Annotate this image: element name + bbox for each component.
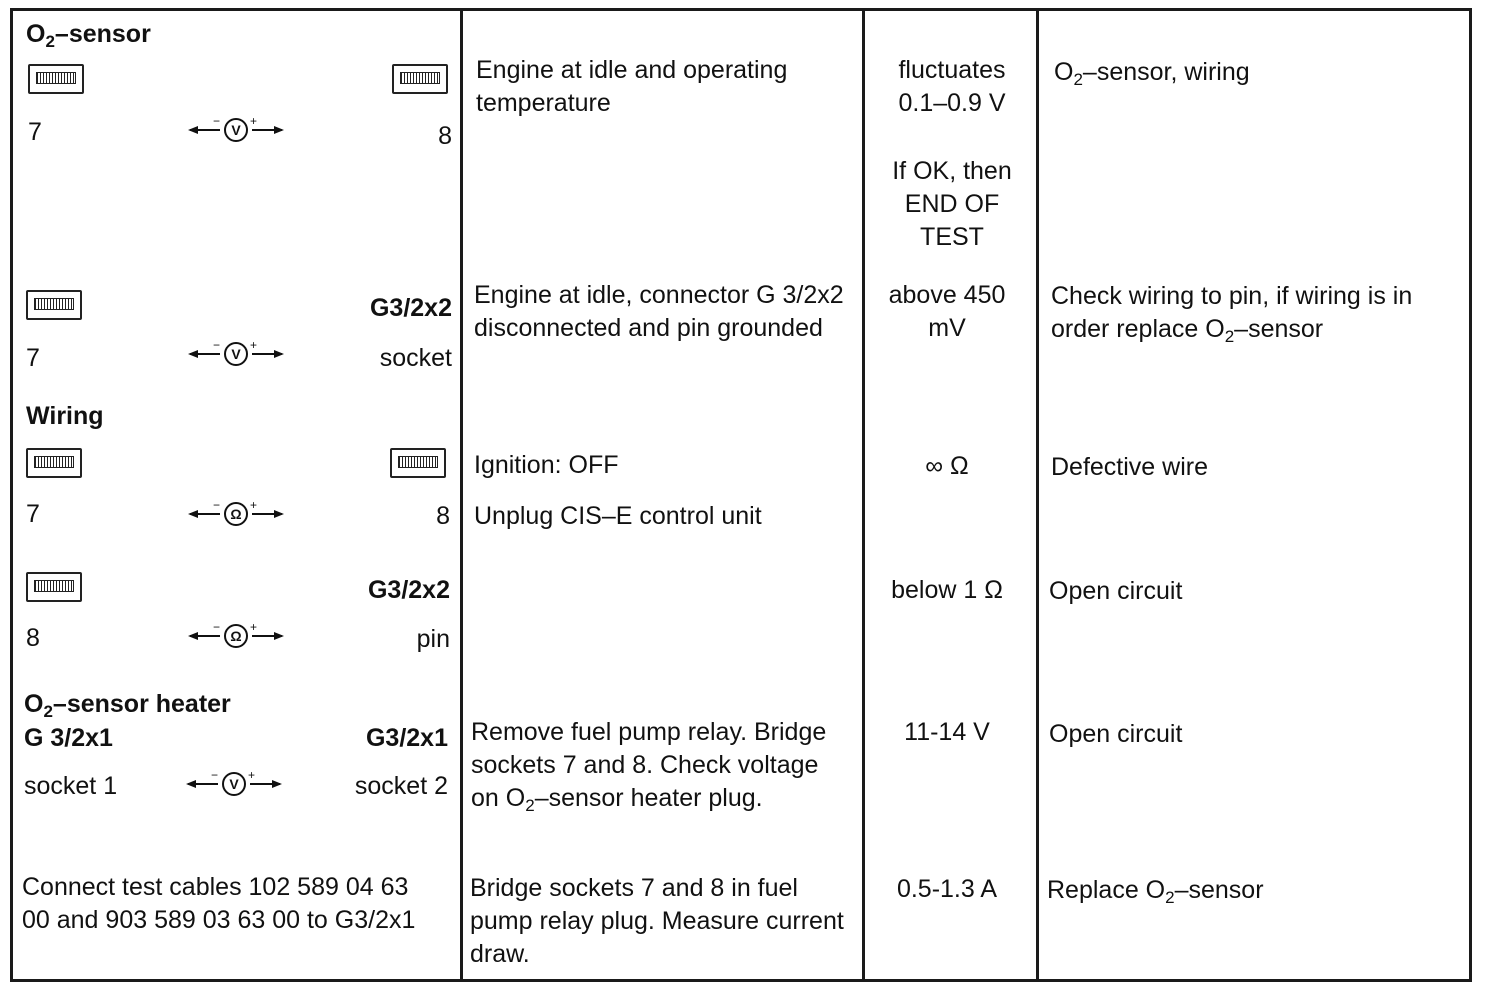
test-condition: Ignition: OFF: [474, 451, 619, 479]
remedy: Defective wire: [1051, 453, 1208, 481]
svg-text:+: +: [250, 116, 258, 128]
section-heading-wiring: Wiring: [26, 402, 104, 430]
nominal-value: above 450 mV: [888, 281, 1006, 342]
svg-text:V: V: [231, 346, 241, 362]
test-condition: Remove fuel pump relay. Bridge sockets 7 and 8. Check voltage on $O_2$–sensor heater plug.: [471, 718, 827, 815]
test-condition: Engine at idle, connector G 3/2x2 disconnected and pin grounded: [474, 281, 844, 342]
pin-b: socket: [379, 344, 452, 372]
voltmeter-icon: [186, 340, 286, 366]
connector-icon: [26, 290, 82, 320]
connector-icon: [392, 64, 448, 94]
connector-icon: [26, 572, 82, 602]
nominal-value: 0.5-1.3 A: [896, 875, 998, 903]
remedy: Check wiring to pin, if wiring is in order replace $O_2$–sensor: [1051, 282, 1413, 346]
svg-text:+: +: [250, 340, 258, 352]
voltmeter-icon: [184, 770, 284, 796]
svg-text:V: V: [231, 122, 241, 138]
svg-text:+: +: [250, 500, 258, 512]
section-heading-o2-heater: $O_2$–sensor heater: [24, 690, 231, 721]
column-divider: [1036, 8, 1039, 982]
pin-b: 8: [436, 502, 450, 530]
connector-label: G3/2x2: [367, 576, 450, 604]
svg-text:−: −: [213, 116, 221, 128]
svg-text:V: V: [229, 776, 239, 792]
pin-a: 8: [26, 624, 40, 652]
svg-text:−: −: [211, 770, 219, 782]
pin-b: 8: [438, 122, 452, 150]
test-condition: Engine at idle and operating temperature: [476, 56, 788, 117]
nominal-note: If OK, then END OF TEST: [892, 157, 1012, 251]
nominal-value: 11-14 V: [904, 718, 990, 746]
pin-b: pin: [416, 625, 450, 653]
test-condition: Bridge sockets 7 and 8 in fuel pump relay plug. Measure current draw.: [470, 874, 844, 968]
svg-text:−: −: [213, 340, 221, 352]
nominal-value: ∞ Ω: [925, 452, 969, 480]
nominal-value: below 1 Ω: [891, 576, 1003, 604]
svg-text:Ω: Ω: [230, 628, 242, 644]
connector-icon: [26, 448, 82, 478]
connector-label: G 3/2x1: [24, 724, 113, 752]
ohmmeter-icon: [186, 500, 286, 526]
connector-icon: [28, 64, 84, 94]
connector-label: G3/2x1: [365, 724, 448, 752]
svg-text:+: +: [248, 770, 256, 782]
pin-a: 7: [26, 344, 40, 372]
nominal-value: fluctuates 0.1–0.9 V: [898, 56, 1006, 117]
column-divider: [862, 8, 865, 982]
remedy: Open circuit: [1049, 720, 1183, 748]
voltmeter-icon: [186, 116, 286, 142]
test-condition: Unplug CIS–E control unit: [474, 502, 762, 530]
svg-text:Ω: Ω: [230, 506, 242, 522]
connector-icon: [390, 448, 446, 478]
remedy: $O_2$–sensor, wiring: [1054, 58, 1250, 89]
test-table: [10, 8, 1472, 982]
connector-label: G3/2x2: [369, 294, 452, 322]
column-divider: [460, 8, 463, 982]
pin-a: socket 1: [24, 772, 118, 800]
svg-text:+: +: [250, 622, 258, 634]
svg-text:−: −: [213, 500, 221, 512]
pin-b: socket 2: [354, 772, 448, 800]
pin-a: 7: [28, 118, 42, 146]
svg-text:−: −: [213, 622, 221, 634]
ohmmeter-icon: [186, 622, 286, 648]
pin-a: 7: [26, 500, 40, 528]
remedy: Replace $O_2$–sensor: [1047, 876, 1264, 907]
remedy: Open circuit: [1049, 577, 1183, 605]
section-heading-o2-sensor: $O_2$–sensor: [26, 20, 151, 51]
setup-instructions: Connect test cables 102 589 04 63 00 and 903 589 03 63 00 to G3/2x1: [22, 873, 416, 934]
